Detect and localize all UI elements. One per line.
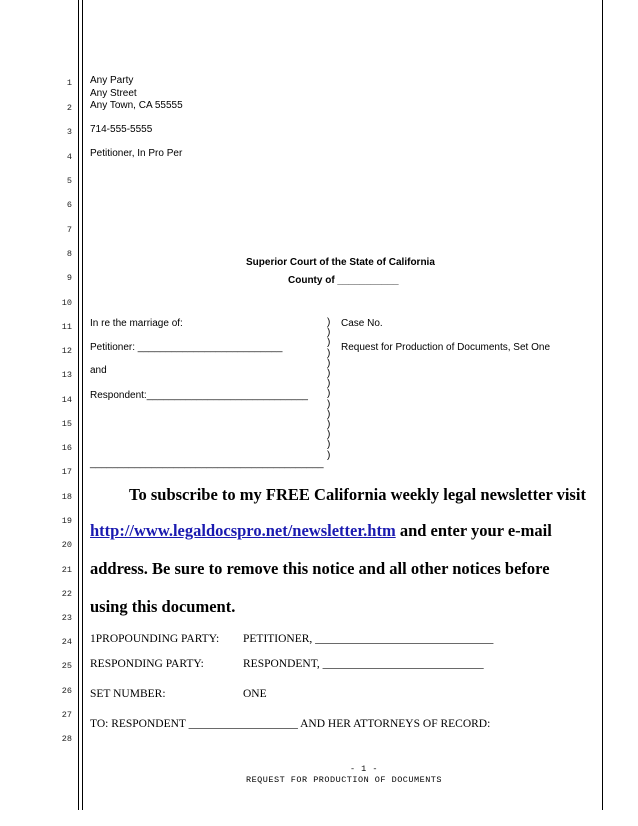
line-number: 17 (61, 467, 72, 477)
footer-title: REQUEST FOR PRODUCTION OF DOCUMENTS (245, 775, 443, 785)
court-county: County of ___________ (288, 275, 399, 286)
caption-bottom-line: __________________________________________ (90, 458, 324, 469)
party-name: Any Party (90, 75, 134, 86)
caption-parentheses: ) ) ) ) ) ) ) ) ) ) ) ) ) ) (327, 317, 331, 461)
line-number: 8 (66, 249, 72, 259)
propounding-party-value: PETITIONER, _______________________________ (243, 633, 494, 645)
line-number: 10 (61, 298, 72, 308)
line-number: 18 (61, 492, 72, 502)
party-phone: 714-555-5555 (90, 124, 153, 135)
party-street: Any Street (90, 88, 137, 99)
line-number: 1 (66, 78, 72, 88)
notice-line-2-rest: and enter your e-mail (395, 521, 552, 540)
responding-party-label: RESPONDING PARTY: (90, 658, 204, 670)
court-name: Superior Court of the State of California (246, 257, 435, 268)
to-line: TO: RESPONDENT ___________________ AND HER ATTORNEYS OF RECORD: (90, 718, 491, 730)
line-number: 15 (61, 419, 72, 429)
notice-line-3: address. Be sure to remove this notice and all other notices before (90, 559, 550, 578)
right-margin-rule (602, 0, 603, 810)
line-number: 24 (61, 637, 72, 647)
line-number: 22 (61, 589, 72, 599)
line-number: 12 (61, 346, 72, 356)
caption-marriage: In re the marriage of: (90, 318, 183, 329)
line-number: 25 (61, 661, 72, 671)
line-number: 2 (66, 103, 72, 113)
line-number: 16 (61, 443, 72, 453)
line-number: 28 (61, 734, 72, 744)
line-number: 6 (66, 200, 72, 210)
set-number-value: ONE (243, 688, 267, 700)
caption-respondent: Respondent:_____________________________ (90, 390, 308, 401)
line-number: 7 (66, 225, 72, 235)
notice-line-4: using this document. (90, 597, 236, 616)
propounding-party-label: 1PROPOUNDING PARTY: (90, 633, 220, 645)
line-number: 26 (61, 686, 72, 696)
party-city: Any Town, CA 55555 (90, 100, 183, 111)
party-role: Petitioner, In Pro Per (90, 148, 183, 159)
notice-line-2 (90, 521, 552, 541)
line-number: 19 (61, 516, 72, 526)
page-number: - 1 - (349, 764, 378, 774)
line-number: 20 (61, 540, 72, 550)
line-number: 13 (61, 370, 72, 380)
notice-line-1: To subscribe to my FREE California weekly legal newsletter visit (129, 485, 586, 504)
line-number: 3 (66, 127, 72, 137)
line-number: 21 (61, 565, 72, 575)
line-number: 23 (61, 613, 72, 623)
line-number: 27 (61, 710, 72, 720)
line-number: 5 (66, 176, 72, 186)
document-title: Request for Production of Documents, Set One (341, 342, 550, 353)
responding-party-value: RESPONDENT, ____________________________ (243, 658, 484, 670)
caption-petitioner: Petitioner: __________________________ (90, 342, 283, 353)
left-margin-rule-2 (82, 0, 83, 810)
caption-and: and (90, 365, 107, 376)
newsletter-link[interactable]: http://www.legaldocspro.net/newsletter.htm (90, 521, 396, 540)
set-number-label: SET NUMBER: (90, 688, 166, 700)
case-number-label: Case No. (341, 318, 383, 329)
line-number: 9 (66, 273, 72, 283)
line-number: 14 (61, 395, 72, 405)
left-margin-rule-1 (78, 0, 79, 810)
line-number: 4 (66, 152, 72, 162)
line-number: 11 (61, 322, 72, 332)
